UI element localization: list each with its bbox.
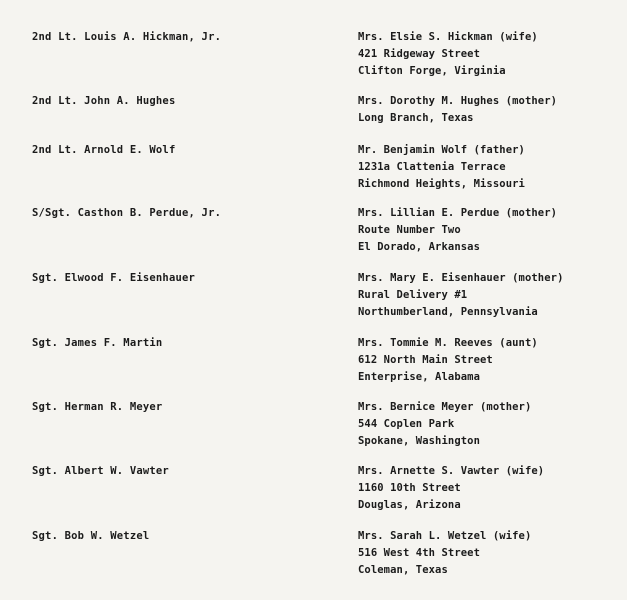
kin-line: El Dorado, Arkansas xyxy=(358,241,481,253)
kin-line: Mrs. Elsie S. Hickman (wife) xyxy=(358,31,538,43)
serviceman-name: Sgt. Herman R. Meyer xyxy=(32,401,163,413)
kin-line: Douglas, Arizona xyxy=(358,499,461,511)
kin-line: 516 West 4th Street xyxy=(358,547,481,559)
kin-line: Mrs. Tommie M. Reeves (aunt) xyxy=(358,337,538,349)
kin-line: Mrs. Lillian E. Perdue (mother) xyxy=(358,207,558,219)
kin-line: 1160 10th Street xyxy=(358,482,461,494)
next-of-kin-block xyxy=(358,463,544,514)
kin-line: Richmond Heights, Missouri xyxy=(358,178,525,190)
kin-line: Mrs. Sarah L. Wetzel (wife) xyxy=(358,530,532,542)
serviceman-name: 2nd Lt. Arnold E. Wolf xyxy=(32,144,176,156)
kin-line: Mrs. Dorothy M. Hughes (mother) xyxy=(358,95,558,107)
kin-line: Mr. Benjamin Wolf (father) xyxy=(358,144,525,156)
kin-line: Clifton Forge, Virginia xyxy=(358,65,506,77)
next-of-kin-block xyxy=(358,270,564,321)
serviceman-name: Sgt. Bob W. Wetzel xyxy=(32,530,150,542)
kin-line: Northumberland, Pennsylvania xyxy=(358,306,538,318)
next-of-kin-block xyxy=(358,142,525,193)
kin-line: 612 North Main Street xyxy=(358,354,493,366)
next-of-kin-block xyxy=(358,93,557,127)
serviceman-name: Sgt. James F. Martin xyxy=(32,337,163,349)
kin-line: Spokane, Washington xyxy=(358,435,481,447)
next-of-kin-block xyxy=(358,528,531,579)
kin-line: 544 Coplen Park xyxy=(358,418,455,430)
kin-line: 421 Ridgeway Street xyxy=(358,48,481,60)
kin-line: 1231a Clattenia Terrace xyxy=(358,161,506,173)
kin-line: Coleman, Texas xyxy=(358,564,448,576)
kin-line: Route Number Two xyxy=(358,224,461,236)
next-of-kin-block xyxy=(358,335,538,386)
serviceman-name: Sgt. Albert W. Vawter xyxy=(32,465,169,477)
serviceman-name: 2nd Lt. Louis A. Hickman, Jr. xyxy=(32,31,222,43)
serviceman-name: Sgt. Elwood F. Eisenhauer xyxy=(32,272,196,284)
kin-line: Enterprise, Alabama xyxy=(358,371,481,383)
serviceman-name: 2nd Lt. John A. Hughes xyxy=(32,95,176,107)
next-of-kin-block xyxy=(358,205,557,256)
kin-line: Rural Delivery #1 xyxy=(358,289,468,301)
serviceman-name: S/Sgt. Casthon B. Perdue, Jr. xyxy=(32,207,222,219)
kin-line: Mrs. Mary E. Eisenhauer (mother) xyxy=(358,272,564,284)
next-of-kin-block xyxy=(358,399,531,450)
kin-line: Mrs. Arnette S. Vawter (wife) xyxy=(358,465,545,477)
kin-line: Mrs. Bernice Meyer (mother) xyxy=(358,401,532,413)
next-of-kin-block xyxy=(358,29,538,80)
kin-line: Long Branch, Texas xyxy=(358,112,474,124)
